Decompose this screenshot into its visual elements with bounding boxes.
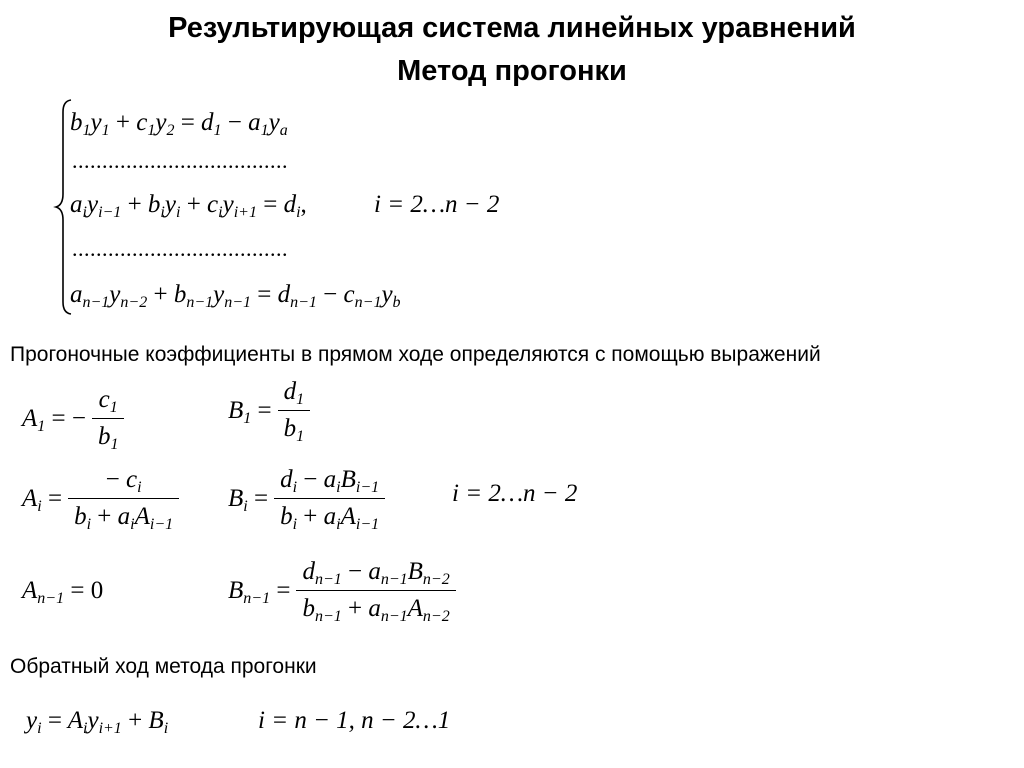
system-row-3-range: i = 2…n − 2	[374, 191, 500, 218]
formula-B1: $B_1$ = $\frac{d_1}{b_1}$	[228, 378, 310, 444]
backward-sweep-text: Обратный ход метода прогонки	[10, 655, 317, 678]
formula-Ai: $A_i$ = $\frac{- c_i}{b_i + a_iA_{i-1}}$	[22, 466, 179, 532]
system-row-5: $a_{n-1}y_{n-2} + b_{n-1}y_{n-1} = d_{n-1} - c_{n-1}y_b$	[70, 281, 401, 312]
formula-Bi: $B_i$ = $\frac{d_i - a_iB_{i-1}}{b_i + a_iA_{i-1}}$	[228, 466, 385, 532]
forward-sweep-text: Прогоночные коэффициенты в прямом ходе определяются с помощью выражений	[10, 343, 821, 366]
formula-A-last: $A_{n-1} = 0$	[22, 577, 104, 608]
formula-B-last: $B_{n-1}$ = $\frac{d_{n-1} - a_{n-1}B_{n-2}}{b_{n-1} + a_{n-1}A_{n-2}}$	[228, 558, 456, 624]
formula-A1: $A_1$ = − $\frac{c_1}{b_1}$	[22, 386, 124, 452]
formula-i-range: i = 2…n − 2	[452, 480, 578, 507]
slide-title-line1: Результирующая система линейных уравнений	[168, 12, 856, 44]
system-row-3: $a_iy_{i-1} + b_iy_i + c_iy_{i+1} = d_i$,	[70, 191, 307, 222]
system-row-1: $b_1y_1 + c_1y_2 = d_1 - a_1y_a$	[70, 109, 288, 140]
system-dots-2: ....................................	[72, 236, 288, 261]
slide-title-line2: Метод прогонки	[397, 55, 627, 87]
formula-backward-range: i = n − 1, n − 2…1	[258, 707, 451, 734]
formula-backward: $y_i = A_iy_{i+1} + B_i$	[26, 707, 169, 738]
system-dots-1: ....................................	[72, 148, 288, 173]
formula-A-last-value: 0	[90, 577, 104, 604]
